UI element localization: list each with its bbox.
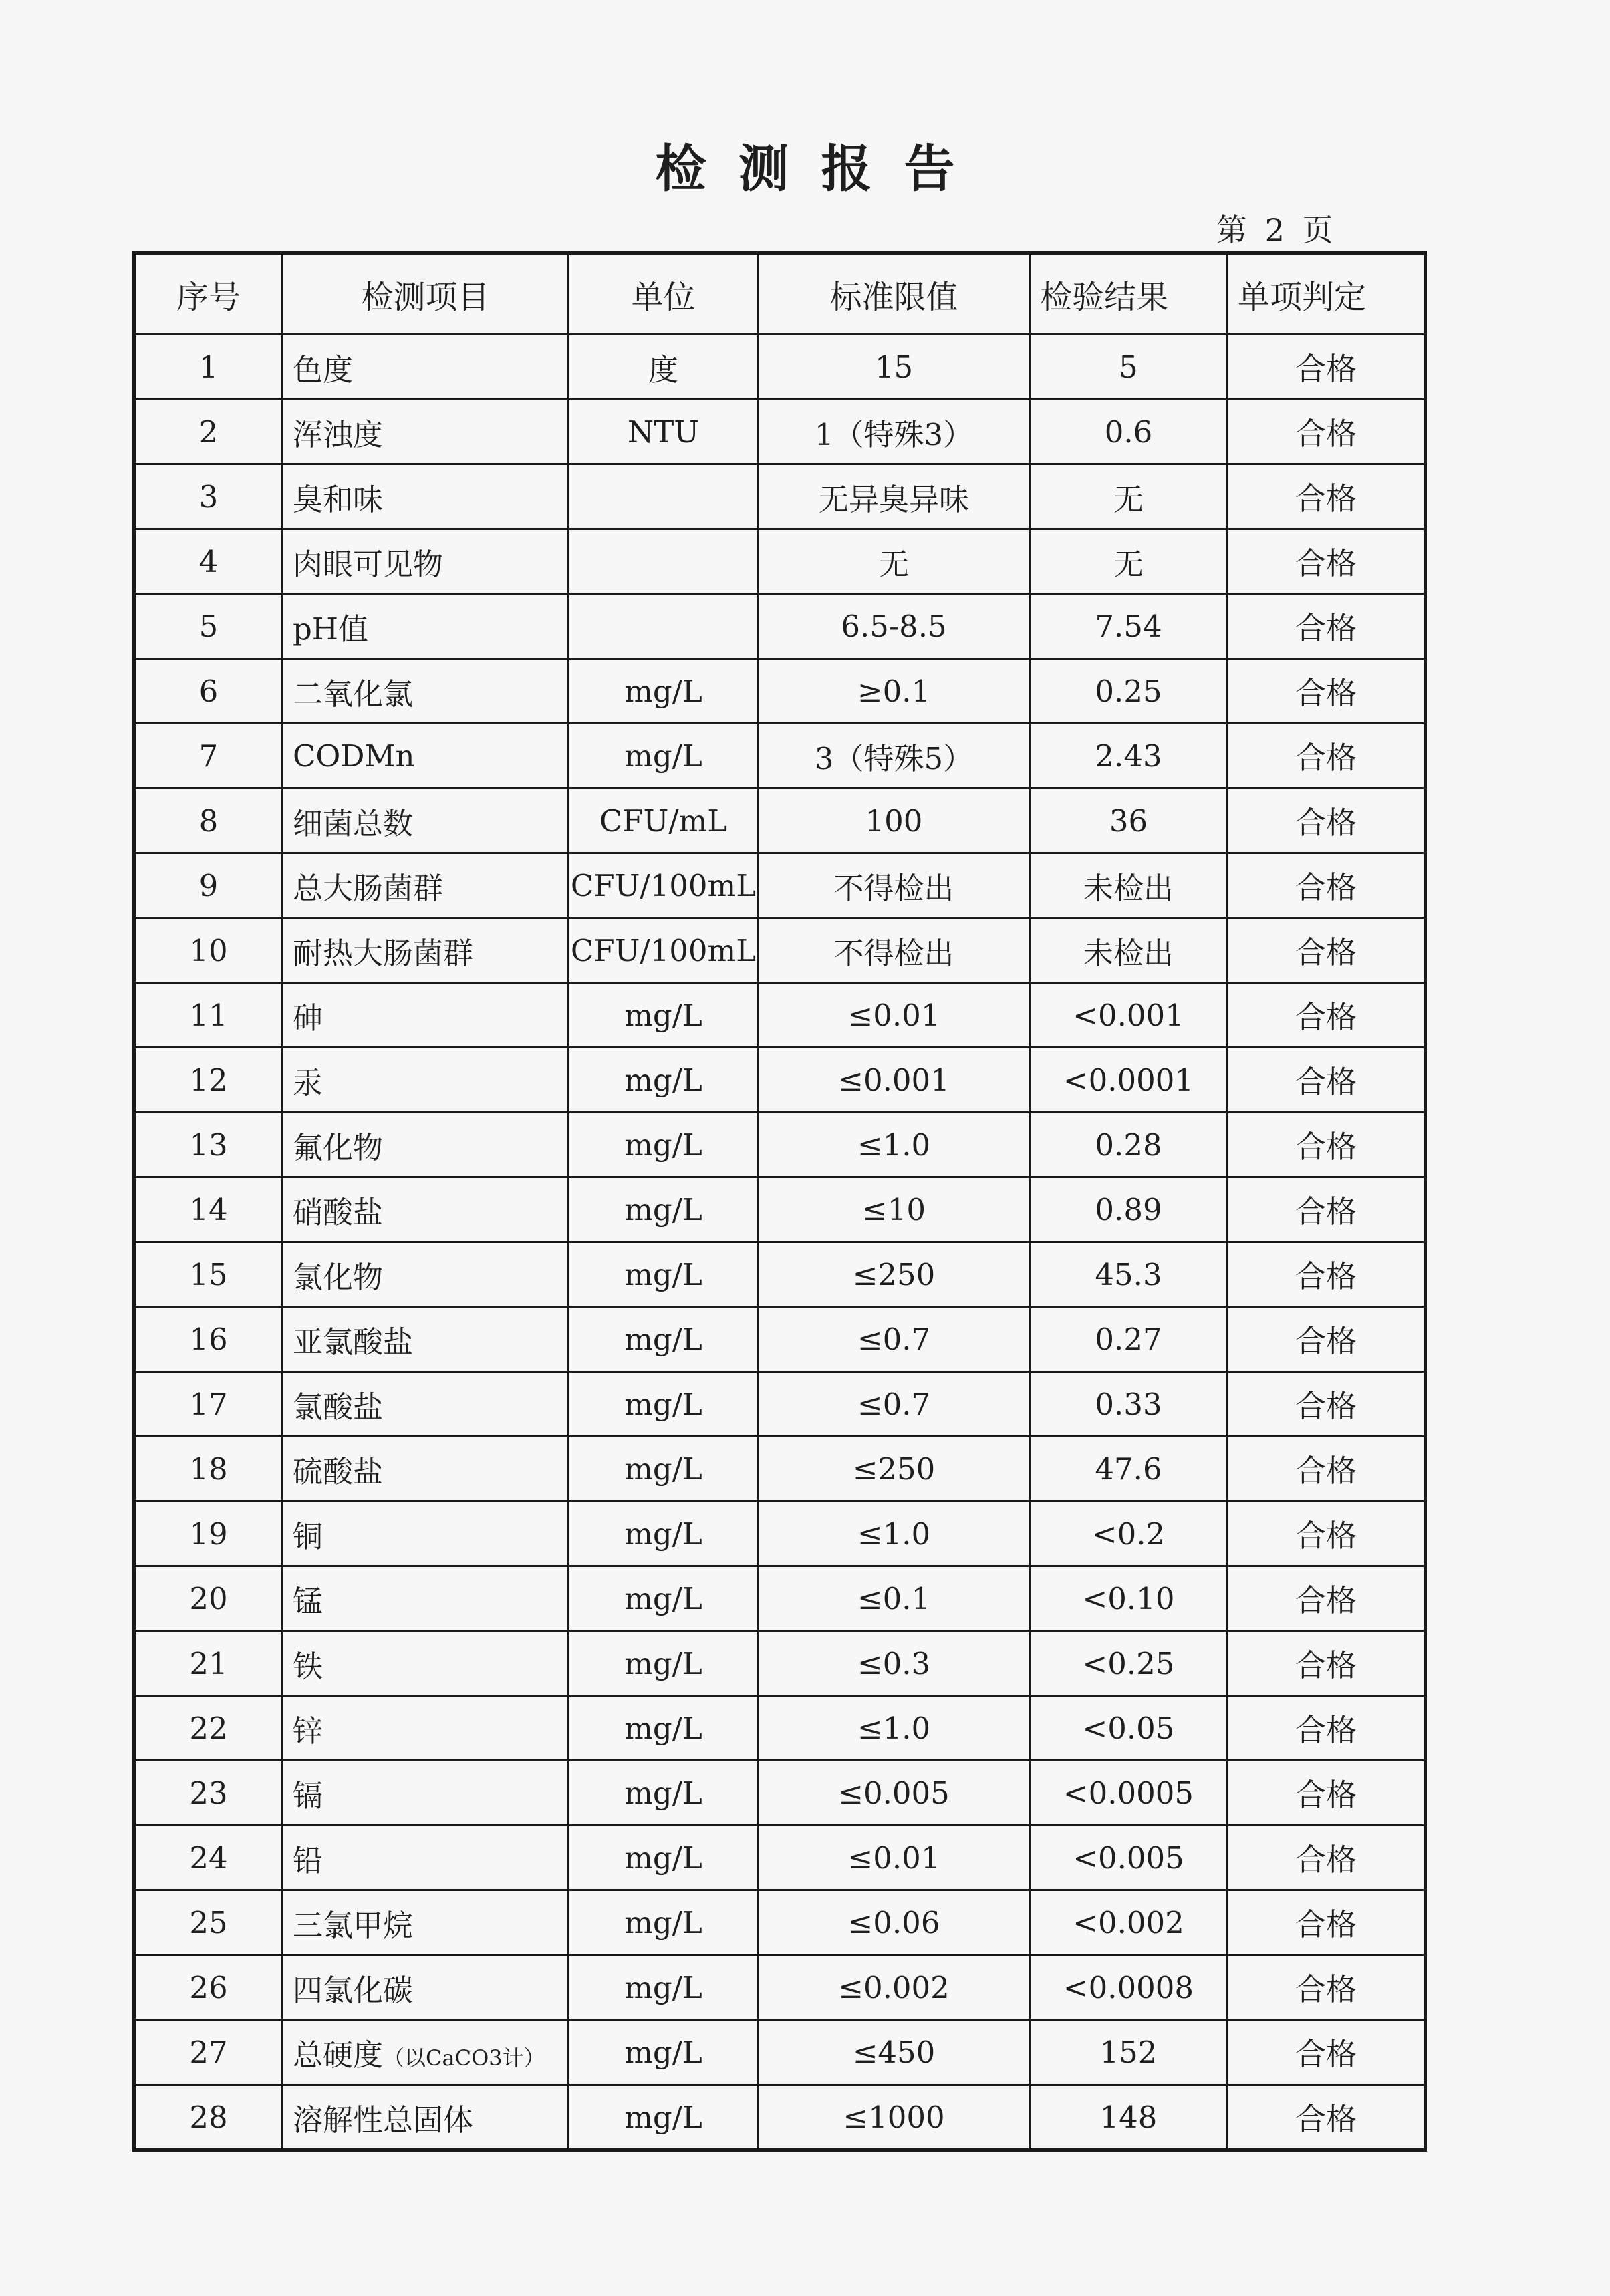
test-result: <0.005 (1030, 1826, 1228, 1890)
test-result: 2.43 (1030, 724, 1228, 788)
test-item (283, 1566, 569, 1631)
verdict: 合格 (1228, 1242, 1426, 1307)
standard-limit: 无异臭异味 (759, 464, 1030, 529)
test-item (283, 853, 569, 918)
verdict: 合格 (1228, 1437, 1426, 1501)
standard-limit: ≤250 (759, 1437, 1030, 1501)
unit: mg/L (569, 1048, 759, 1113)
test-item-name: 氯化物 (293, 1259, 384, 1295)
test-item-name: CODMn (293, 738, 415, 774)
row-number: 25 (134, 1890, 283, 1955)
test-result: <0.10 (1030, 1566, 1228, 1631)
test-result: <0.05 (1030, 1696, 1228, 1761)
report-title: 检测报告 (655, 139, 987, 198)
unit (569, 594, 759, 659)
unit: mg/L (569, 1890, 759, 1955)
verdict: 合格 (1228, 1177, 1426, 1242)
table-row (134, 594, 1426, 659)
verdict: 合格 (1228, 464, 1426, 529)
row-number: 24 (134, 1826, 283, 1890)
unit: mg/L (569, 1631, 759, 1696)
row-number: 19 (134, 1501, 283, 1566)
test-results-table (132, 251, 1427, 2152)
verdict: 合格 (1228, 1501, 1426, 1566)
unit: mg/L (569, 1566, 759, 1631)
test-result: <0.0005 (1030, 1761, 1228, 1826)
verdict: 合格 (1228, 1696, 1426, 1761)
unit: 度 (569, 335, 759, 400)
row-number: 23 (134, 1761, 283, 1826)
test-result: 7.54 (1030, 594, 1228, 659)
standard-limit: 无 (759, 529, 1030, 594)
header-item: 检测项目 (283, 253, 569, 335)
test-item (283, 1501, 569, 1566)
row-number: 27 (134, 2020, 283, 2085)
header-limit: 标准限值 (759, 253, 1030, 335)
verdict: 合格 (1228, 983, 1426, 1048)
standard-limit: ≤0.3 (759, 1631, 1030, 1696)
unit: NTU (569, 400, 759, 464)
test-item (283, 1826, 569, 1890)
test-item (283, 1307, 569, 1372)
standard-limit: 100 (759, 788, 1030, 853)
unit: mg/L (569, 659, 759, 724)
standard-limit: ≥0.1 (759, 659, 1030, 724)
test-item-name: 氟化物 (293, 1129, 384, 1165)
test-result: <0.2 (1030, 1501, 1228, 1566)
page-number: 第 2 页 (1216, 212, 1337, 248)
test-item (283, 788, 569, 853)
test-item-name: 总大肠菌群 (293, 870, 444, 906)
verdict: 合格 (1228, 2020, 1426, 2085)
test-item (283, 724, 569, 788)
test-item-name: 锰 (293, 1583, 323, 1619)
standard-limit: 不得检出 (759, 853, 1030, 918)
test-item-name: 硝酸盐 (293, 1194, 384, 1230)
standard-limit: ≤1.0 (759, 1696, 1030, 1761)
row-number: 9 (134, 853, 283, 918)
unit: mg/L (569, 724, 759, 788)
verdict: 合格 (1228, 918, 1426, 983)
unit: mg/L (569, 1242, 759, 1307)
row-number: 16 (134, 1307, 283, 1372)
test-item-name: 二氧化氯 (293, 676, 414, 712)
row-number: 6 (134, 659, 283, 724)
row-number: 10 (134, 918, 283, 983)
test-item-name: 总硬度 (293, 2037, 384, 2073)
test-result: <0.002 (1030, 1890, 1228, 1955)
test-item (283, 1177, 569, 1242)
verdict: 合格 (1228, 2085, 1426, 2150)
unit: mg/L (569, 1761, 759, 1826)
test-item (283, 1955, 569, 2020)
row-number: 17 (134, 1372, 283, 1437)
test-item (283, 1113, 569, 1177)
verdict: 合格 (1228, 1890, 1426, 1955)
test-item-name: 铜 (293, 1518, 323, 1554)
verdict: 合格 (1228, 400, 1426, 464)
test-item (283, 659, 569, 724)
table-row (134, 1177, 1426, 1242)
test-item-name: 氯酸盐 (293, 1389, 384, 1425)
standard-limit: 15 (759, 335, 1030, 400)
test-result: 无 (1030, 464, 1228, 529)
test-item (283, 983, 569, 1048)
test-item (283, 464, 569, 529)
row-number: 11 (134, 983, 283, 1048)
row-number: 5 (134, 594, 283, 659)
table-row (134, 983, 1426, 1048)
test-result: 0.27 (1030, 1307, 1228, 1372)
standard-limit: ≤1.0 (759, 1501, 1030, 1566)
verdict: 合格 (1228, 659, 1426, 724)
verdict: 合格 (1228, 1761, 1426, 1826)
table-row (134, 1761, 1426, 1826)
test-item (283, 594, 569, 659)
row-number: 26 (134, 1955, 283, 2020)
unit: mg/L (569, 1372, 759, 1437)
table-row (134, 2020, 1426, 2085)
test-item (283, 918, 569, 983)
test-result: 152 (1030, 2020, 1228, 2085)
test-item-name: 砷 (293, 1000, 323, 1036)
test-result: 36 (1030, 788, 1228, 853)
verdict: 合格 (1228, 1631, 1426, 1696)
test-result: <0.25 (1030, 1631, 1228, 1696)
test-item (283, 1761, 569, 1826)
verdict: 合格 (1228, 724, 1426, 788)
test-result: 5 (1030, 335, 1228, 400)
table-row (134, 1826, 1426, 1890)
table-row (134, 1113, 1426, 1177)
unit: mg/L (569, 1826, 759, 1890)
table-row (134, 1501, 1426, 1566)
test-item-name: 耐热大肠菌群 (293, 935, 474, 971)
table-row (134, 1890, 1426, 1955)
table-row (134, 724, 1426, 788)
verdict: 合格 (1228, 1113, 1426, 1177)
table-row (134, 1631, 1426, 1696)
test-item-name: pH值 (293, 611, 369, 647)
verdict: 合格 (1228, 594, 1426, 659)
row-number: 4 (134, 529, 283, 594)
verdict: 合格 (1228, 788, 1426, 853)
test-item (283, 1048, 569, 1113)
header-no: 序号 (134, 253, 283, 335)
test-item (283, 400, 569, 464)
test-item-name: 亚氯酸盐 (293, 1324, 414, 1360)
test-item-name: 硫酸盐 (293, 1453, 384, 1489)
row-number: 13 (134, 1113, 283, 1177)
standard-limit: 不得检出 (759, 918, 1030, 983)
table-row (134, 1372, 1426, 1437)
test-item (283, 1372, 569, 1437)
unit: mg/L (569, 1955, 759, 2020)
test-result: 0.33 (1030, 1372, 1228, 1437)
verdict: 合格 (1228, 1307, 1426, 1372)
test-result: <0.0008 (1030, 1955, 1228, 2020)
test-item-name: 四氯化碳 (293, 1972, 414, 2008)
verdict: 合格 (1228, 1372, 1426, 1437)
table-row (134, 1437, 1426, 1501)
test-item-name: 浑浊度 (293, 416, 384, 452)
unit (569, 529, 759, 594)
row-number: 14 (134, 1177, 283, 1242)
table-row (134, 1566, 1426, 1631)
verdict: 合格 (1228, 1955, 1426, 2020)
table-row (134, 1048, 1426, 1113)
test-item (283, 1696, 569, 1761)
standard-limit: 1（特殊3） (759, 400, 1030, 464)
test-result: 无 (1030, 529, 1228, 594)
test-result: 0.28 (1030, 1113, 1228, 1177)
header-row (134, 253, 1426, 335)
verdict: 合格 (1228, 1826, 1426, 1890)
test-result: 45.3 (1030, 1242, 1228, 1307)
test-item (283, 335, 569, 400)
standard-limit: ≤250 (759, 1242, 1030, 1307)
table-row (134, 659, 1426, 724)
row-number: 3 (134, 464, 283, 529)
table-row (134, 853, 1426, 918)
test-item (283, 529, 569, 594)
test-item-name: 铁 (293, 1648, 323, 1684)
table-row (134, 464, 1426, 529)
row-number: 8 (134, 788, 283, 853)
unit: CFU/mL (569, 788, 759, 853)
test-result: 未检出 (1030, 853, 1228, 918)
test-item-name: 汞 (293, 1064, 323, 1101)
test-item-name: 肉眼可见物 (293, 546, 444, 582)
test-result: <0.0001 (1030, 1048, 1228, 1113)
standard-limit: ≤450 (759, 2020, 1030, 2085)
row-number: 21 (134, 1631, 283, 1696)
header-result: 检验结果 (1030, 253, 1228, 335)
test-result: 0.89 (1030, 1177, 1228, 1242)
unit: mg/L (569, 1113, 759, 1177)
test-item (283, 1242, 569, 1307)
row-number: 12 (134, 1048, 283, 1113)
test-item-name: 色度 (293, 351, 354, 388)
table-row (134, 529, 1426, 594)
unit: mg/L (569, 1177, 759, 1242)
table-row (134, 1955, 1426, 2020)
unit: CFU/100mL (569, 918, 759, 983)
standard-limit: ≤0.002 (759, 1955, 1030, 2020)
test-item (283, 1437, 569, 1501)
test-result: <0.001 (1030, 983, 1228, 1048)
test-result: 0.25 (1030, 659, 1228, 724)
test-item-name: 溶解性总固体 (293, 2102, 474, 2138)
test-result: 148 (1030, 2085, 1228, 2150)
row-number: 28 (134, 2085, 283, 2150)
standard-limit: 6.5-8.5 (759, 594, 1030, 659)
test-item-name: 锌 (293, 1713, 323, 1749)
table-row (134, 1696, 1426, 1761)
unit: mg/L (569, 983, 759, 1048)
unit: CFU/100mL (569, 853, 759, 918)
unit: mg/L (569, 1501, 759, 1566)
table-body (134, 335, 1426, 2150)
unit: mg/L (569, 2020, 759, 2085)
verdict: 合格 (1228, 1048, 1426, 1113)
standard-limit: ≤1.0 (759, 1113, 1030, 1177)
verdict: 合格 (1228, 1566, 1426, 1631)
standard-limit: ≤0.01 (759, 1826, 1030, 1890)
unit: mg/L (569, 2085, 759, 2150)
row-number: 18 (134, 1437, 283, 1501)
standard-limit: ≤0.7 (759, 1307, 1030, 1372)
test-item-name: 铅 (293, 1842, 323, 1878)
standard-limit: ≤0.7 (759, 1372, 1030, 1437)
standard-limit: ≤0.001 (759, 1048, 1030, 1113)
test-result: 0.6 (1030, 400, 1228, 464)
header-verdict: 单项判定 (1228, 253, 1426, 335)
test-item-name: 镉 (293, 1777, 323, 1814)
row-number: 7 (134, 724, 283, 788)
test-result: 47.6 (1030, 1437, 1228, 1501)
standard-limit: ≤0.01 (759, 983, 1030, 1048)
standard-limit: ≤0.005 (759, 1761, 1030, 1826)
test-item-name: 细菌总数 (293, 805, 414, 841)
row-number: 15 (134, 1242, 283, 1307)
table-row (134, 1242, 1426, 1307)
unit: mg/L (569, 1437, 759, 1501)
test-item (283, 2020, 569, 2085)
verdict: 合格 (1228, 853, 1426, 918)
table-header (134, 253, 1426, 335)
test-item (283, 1631, 569, 1696)
table-row (134, 788, 1426, 853)
table-row (134, 1307, 1426, 1372)
table-row (134, 335, 1426, 400)
verdict: 合格 (1228, 335, 1426, 400)
unit: mg/L (569, 1696, 759, 1761)
header-unit: 单位 (569, 253, 759, 335)
unit: mg/L (569, 1307, 759, 1372)
standard-limit: 3（特殊5） (759, 724, 1030, 788)
row-number: 2 (134, 400, 283, 464)
test-item-note: （以CaCO3计） (383, 2045, 545, 2071)
standard-limit: ≤1000 (759, 2085, 1030, 2150)
table-row (134, 400, 1426, 464)
test-item (283, 2085, 569, 2150)
standard-limit: ≤0.06 (759, 1890, 1030, 1955)
unit (569, 464, 759, 529)
test-result: 未检出 (1030, 918, 1228, 983)
verdict: 合格 (1228, 529, 1426, 594)
test-item-name: 臭和味 (293, 481, 384, 517)
standard-limit: ≤0.1 (759, 1566, 1030, 1631)
standard-limit: ≤10 (759, 1177, 1030, 1242)
row-number: 22 (134, 1696, 283, 1761)
test-item (283, 1890, 569, 1955)
table-row (134, 918, 1426, 983)
test-item-name: 三氯甲烷 (293, 1907, 414, 1943)
row-number: 1 (134, 335, 283, 400)
row-number: 20 (134, 1566, 283, 1631)
table-row (134, 2085, 1426, 2150)
